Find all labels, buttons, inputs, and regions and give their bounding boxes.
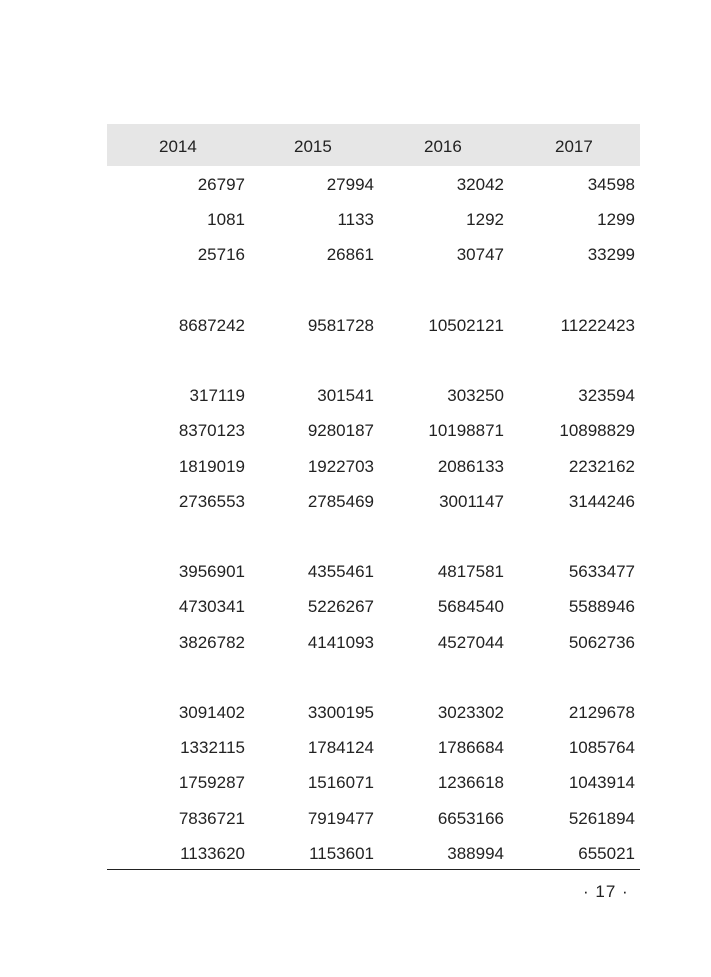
table-cell: 3956901 [178,562,245,582]
table-cell: 7836721 [178,808,245,828]
table-cell: 5588946 [568,597,635,617]
table-cell: 1133 [337,210,374,230]
table-row [107,421,640,456]
table-cell: 323594 [578,386,635,406]
table-cell: 1043914 [568,773,635,793]
table-cell: 1786684 [437,738,504,758]
table-cell: 7919477 [307,808,374,828]
header-2015: 2015 [294,137,332,156]
table-row [107,492,640,527]
table-row [107,809,640,844]
table-cell: 8687242 [178,315,245,335]
table-cell: 33299 [587,245,635,265]
table-cell: 2232162 [568,456,635,476]
table-cell: 2086133 [437,456,504,476]
table-cell: 9280187 [307,421,374,441]
table-cell: 1516071 [307,773,374,793]
table-cell: 26797 [197,175,245,194]
table-row [107,281,640,316]
header-2014: 2014 [159,137,197,156]
header-2017: 2017 [555,137,593,156]
table-row [107,773,640,808]
table-row [107,316,640,351]
table-cell: 5062736 [568,632,635,652]
table-cell: 1922703 [307,456,374,476]
table-row [107,844,640,879]
table-cell: 1819019 [178,456,245,476]
table-cell: 32042 [456,175,504,194]
table-cell: 317119 [189,386,245,406]
table-row [107,457,640,492]
table-row [107,668,640,703]
table-cell: 4730341 [178,597,245,617]
table-row [107,210,640,245]
table-row [107,245,640,280]
table-cell: 3023302 [437,703,504,722]
table-cell: 1236618 [437,773,504,793]
table-cell: 4355461 [307,562,374,582]
table-cell: 5684540 [437,597,504,617]
table-cell: 8370123 [178,421,245,441]
table-cell: 10898829 [559,421,635,441]
table-cell: 1085764 [568,738,635,758]
table-cell: 4817581 [437,562,504,582]
table-cell: 1299 [597,210,635,230]
table-cell: 27994 [326,175,374,194]
table-cell: 5261894 [568,808,635,828]
table-cell: 1153601 [309,843,374,863]
table-row [107,597,640,632]
table-cell: 30747 [456,245,504,265]
table-cell: 2129678 [568,703,635,722]
table-cell: 5226267 [307,597,374,617]
table-header [107,124,640,166]
table-row [107,738,640,773]
table-row [107,175,640,210]
table-cell: 5633477 [568,562,635,582]
table-cell: 655021 [578,843,635,863]
table-cell: 3300195 [307,703,374,722]
table-cell: 26861 [326,245,374,265]
table-cell: 10198871 [428,421,504,441]
table-row [107,562,640,597]
table-cell: 11222423 [560,315,635,335]
table-cell: 3001147 [439,491,504,511]
table-cell: 1292 [466,210,504,230]
table-cell: 303250 [447,386,504,406]
data-table [107,124,640,863]
table-cell: 1133620 [180,843,245,863]
table-bottom-rule [107,869,640,870]
header-2016: 2016 [424,137,462,156]
table-cell: 4527044 [437,632,504,652]
table-cell: 2736553 [178,491,245,511]
table-cell: 1332115 [180,738,245,758]
table-row [107,633,640,668]
table-cell: 388994 [447,843,504,863]
table-row [107,351,640,386]
table-cell: 3826782 [178,632,245,652]
table-cell: 3091402 [178,703,245,722]
table-row [107,527,640,562]
table-cell: 25716 [197,245,245,265]
table-cell: 301541 [317,386,374,406]
table-cell: 2785469 [307,491,374,511]
table-cell: 6653166 [437,808,504,828]
table-cell: 1784124 [307,738,374,758]
page-number: · 17 · [583,882,629,901]
table-cell: 34598 [587,175,635,194]
table-cell: 3144246 [568,491,635,511]
table-row [107,386,640,421]
table-cell: 1759287 [178,773,245,793]
table-cell: 10502121 [428,315,504,335]
table-cell: 4141093 [307,632,374,652]
table-row [107,703,640,738]
table-cell: 9581728 [307,315,374,335]
table-cell: 1081 [207,210,245,230]
